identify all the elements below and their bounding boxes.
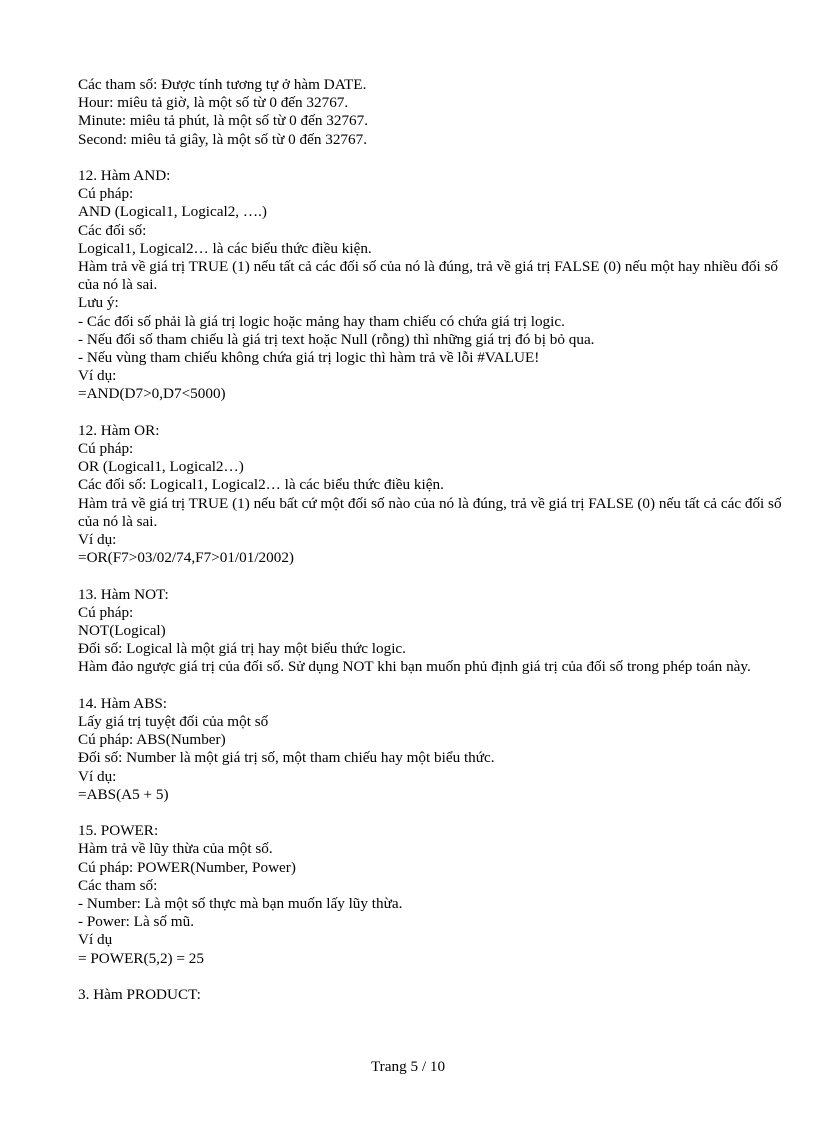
paragraph-gap (78, 677, 783, 695)
text-line: Cú pháp: (78, 603, 134, 621)
text-section (78, 421, 786, 568)
text-line: Cú pháp: ABS(Number) (78, 731, 226, 749)
paragraph-gap (78, 968, 783, 986)
text-line: Các đối số: Logical1, Logical2… là các biểu thức điều kiện. (78, 476, 444, 494)
text-line: Cú pháp: (78, 185, 134, 203)
section-heading: 12. Hàm AND: (78, 167, 171, 184)
page-number-footer: Trang 5 / 10 (370, 1058, 446, 1075)
section-heading: 12. Hàm OR: (78, 421, 160, 439)
text-section (78, 167, 783, 404)
text-line: - Power: Là số mũ. (78, 913, 194, 931)
text-line: Lưu ý: (78, 294, 119, 312)
document-body (78, 76, 786, 1004)
text-line: Ví dụ: (78, 767, 117, 785)
text-line: Cú pháp: POWER(Number, Power) (78, 858, 296, 876)
text-line: Hour: miêu tả giờ, là một số từ 0 đến 32767. (78, 94, 349, 112)
section-heading: 3. Hàm PRODUCT: (78, 986, 201, 1004)
text-line: Logical1, Logical2… là các biểu thức điều kiện. (78, 239, 372, 257)
text-line: OR (Logical1, Logical2…) (78, 458, 244, 476)
text-line: Hàm trả về giá trị TRUE (1) nếu bất cứ một đối số nào của nó là đúng, trả về giá trị FALSE (0) nếu tất cả các đối số của nó là sai. (78, 494, 786, 530)
text-line: Các đối số: (78, 221, 147, 239)
text-line: - Nếu đối số tham chiếu là giá trị text hoặc Null (rỗng) thì những giá trị đó bị bỏ qua. (78, 330, 595, 348)
section-heading: 15. POWER: (78, 822, 159, 840)
text-line: Hàm trả về lũy thừa của một số. (78, 840, 273, 858)
paragraph-gap (78, 404, 783, 422)
text-line: NOT(Logical) (78, 622, 166, 640)
text-line: Ví dụ: (78, 531, 117, 549)
paragraph-gap (78, 149, 783, 167)
text-section (78, 695, 783, 804)
section-heading: 13. Hàm NOT: (78, 585, 169, 603)
text-section (78, 986, 783, 1004)
text-section (78, 822, 783, 968)
text-line: Đối số: Logical là một giá trị hay một biểu thức logic. (78, 640, 406, 658)
text-line: Đối số: Number là một giá trị số, một tham chiếu hay một biểu thức. (78, 749, 495, 767)
paragraph-gap (78, 804, 783, 822)
text-line: Cú pháp: (78, 440, 134, 458)
text-line: AND (Logical1, Logical2, ….) (78, 203, 267, 221)
text-line: Hàm đảo ngược giá trị của đối số. Sử dụng NOT khi bạn muốn phủ định giá trị của đối số trong phép toán này. (78, 658, 751, 676)
text-line: - Nếu vùng tham chiếu không chứa giá trị logic thì hàm trả về lỗi #VALUE! (78, 349, 540, 367)
text-section (78, 586, 783, 677)
text-line: =OR(F7>03/02/74,F7>01/01/2002) (78, 549, 294, 567)
text-line: =ABS(A5 + 5) (78, 785, 169, 803)
text-section (78, 76, 783, 149)
paragraph-gap (78, 567, 783, 585)
text-line: Các tham số: Được tính tương tự ở hàm DATE. (78, 76, 367, 93)
text-line: Ví dụ: (78, 367, 117, 385)
text-line: =AND(D7>0,D7<5000) (78, 385, 226, 403)
text-line: Minute: miêu tả phút, là một số từ 0 đến 32767. (78, 112, 369, 130)
text-line: - Number: Là một số thực mà bạn muốn lấy lũy thừa. (78, 895, 403, 913)
text-line: - Các đối số phải là giá trị logic hoặc mảng hay tham chiếu có chứa giá trị logic. (78, 312, 565, 330)
section-heading: 14. Hàm ABS: (78, 694, 168, 712)
text-line: Hàm trả về giá trị TRUE (1) nếu tất cả các đối số của nó là đúng, trả về giá trị FALSE (0) nếu một hay nhiều đối số của nó là sai. (78, 258, 782, 294)
text-line: Second: miêu tả giây, là một số từ 0 đến 32767. (78, 130, 368, 148)
text-line: = POWER(5,2) = 25 (78, 949, 204, 967)
text-line: Các tham số: (78, 876, 158, 894)
text-line: Lấy giá trị tuyệt đối của một số (78, 713, 269, 731)
text-line: Ví dụ (78, 931, 113, 949)
